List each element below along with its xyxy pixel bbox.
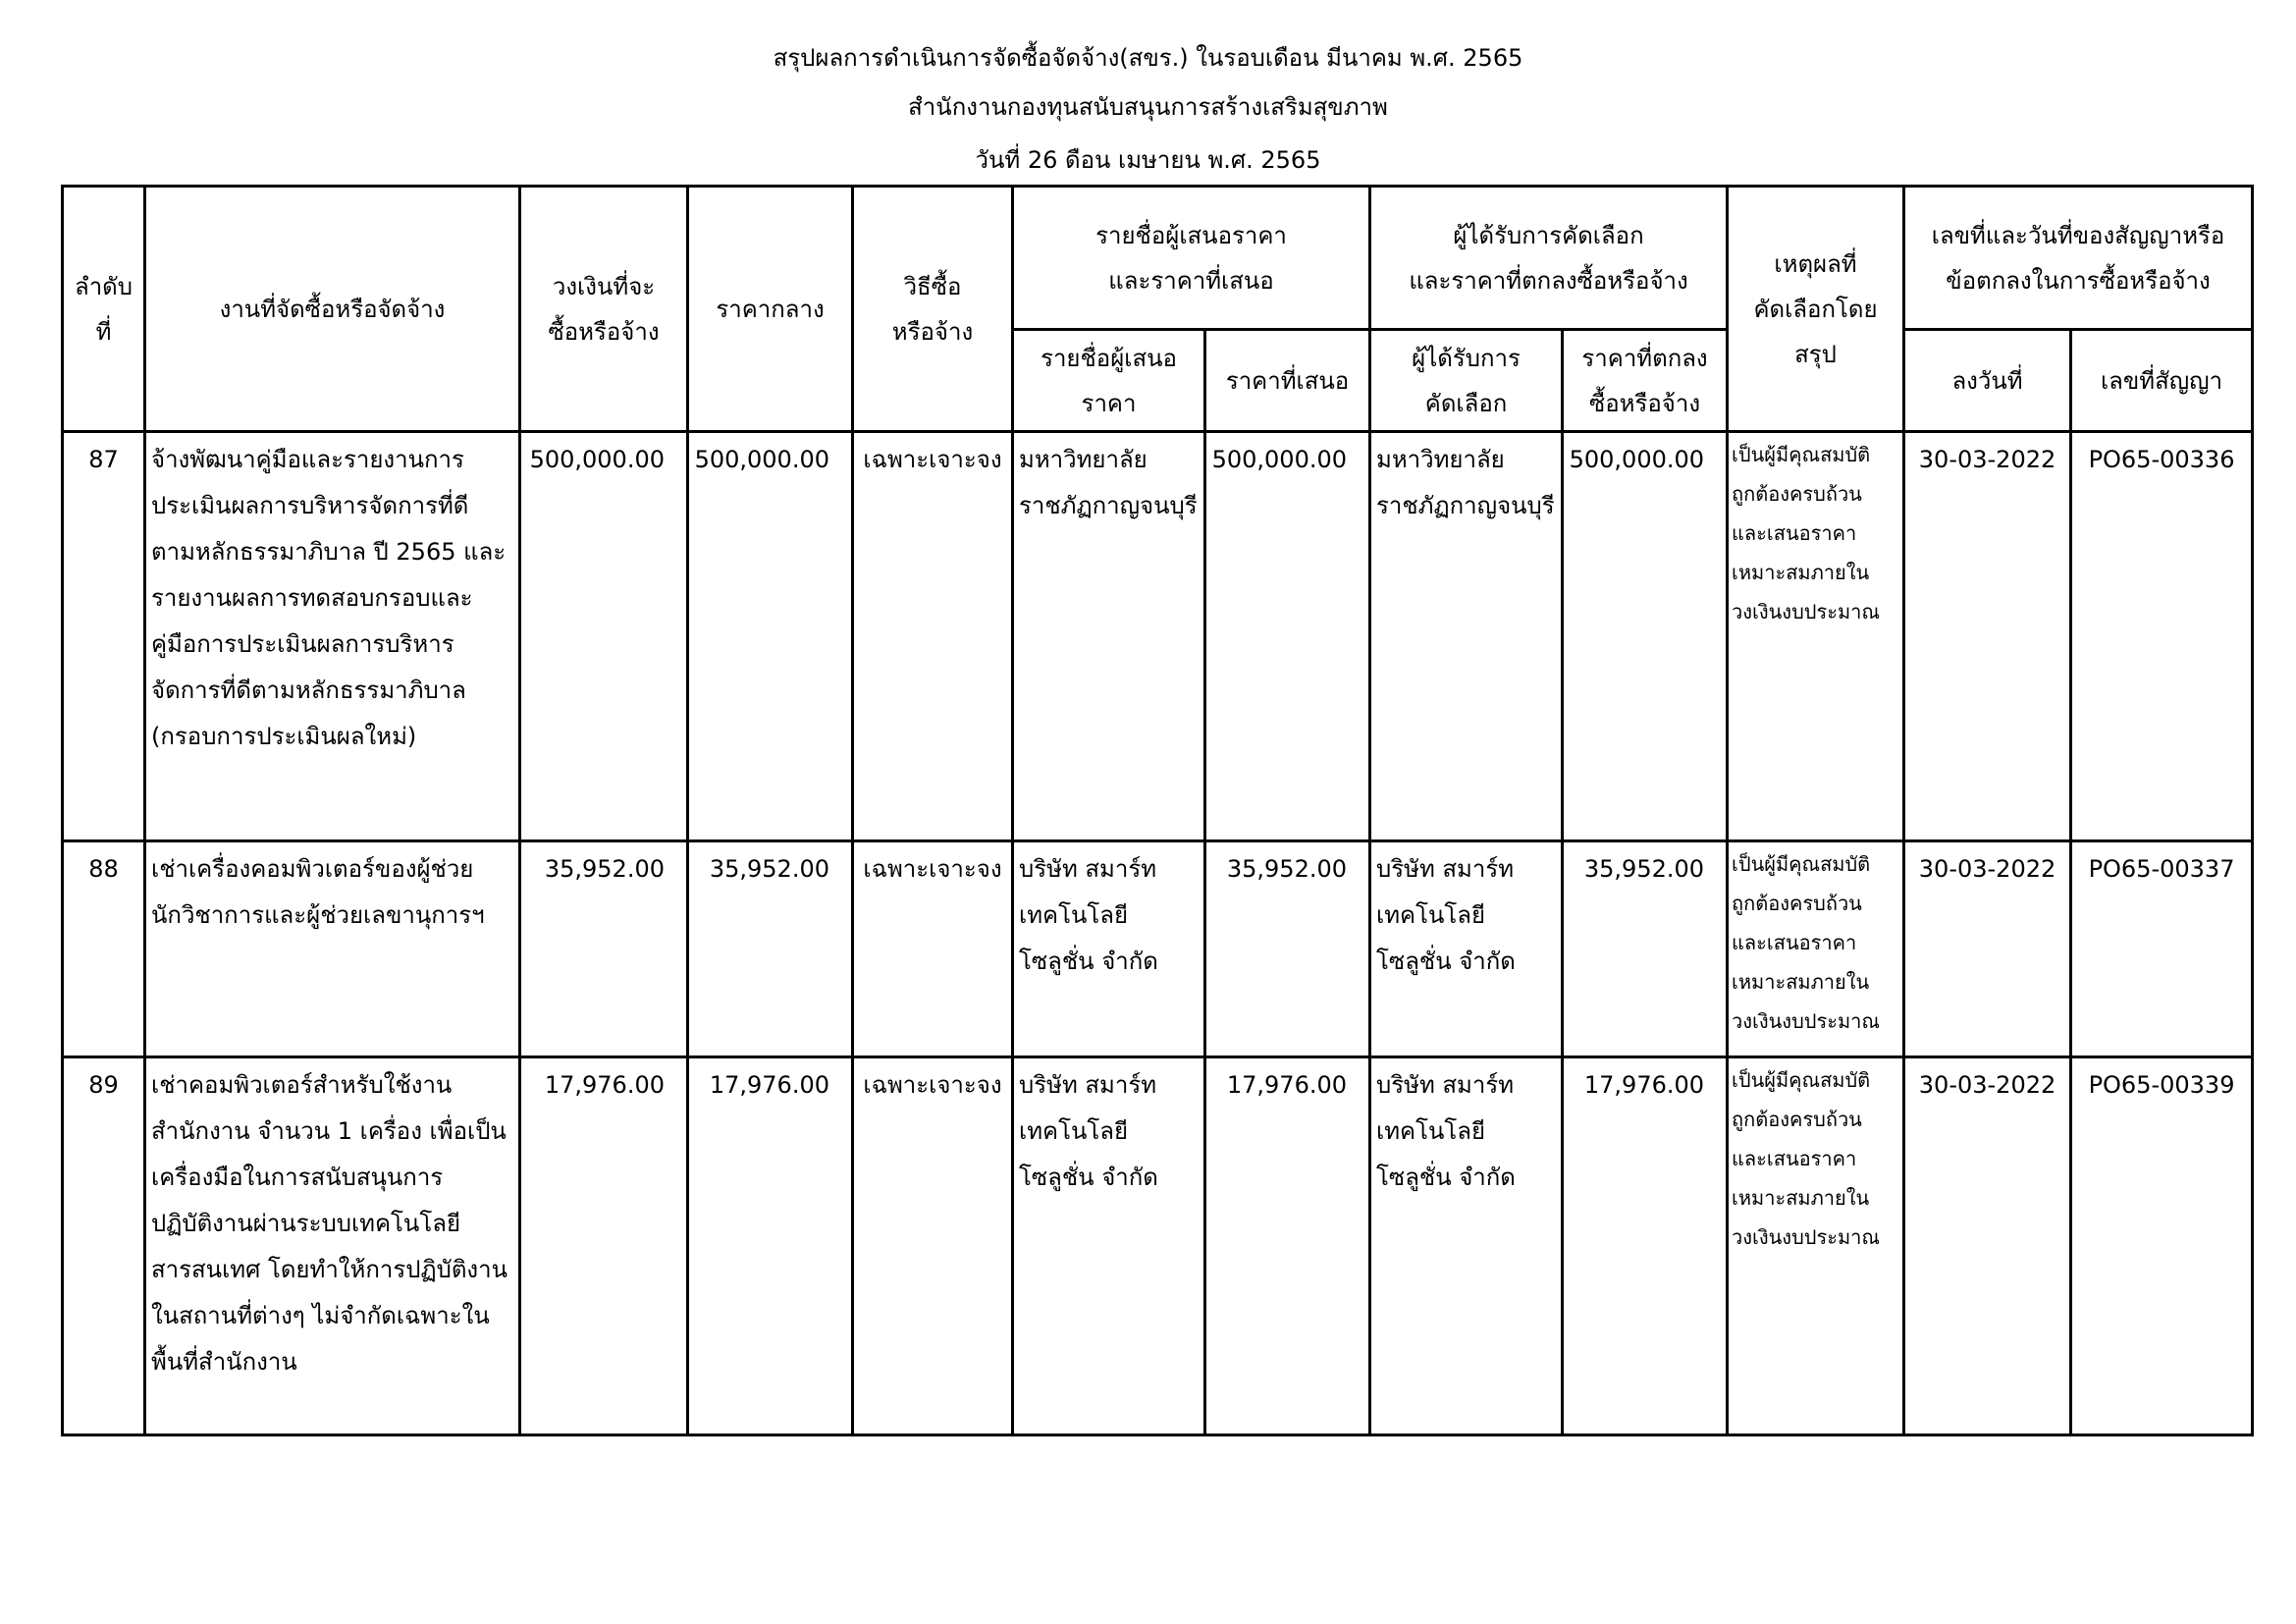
- header-bidder-name: รายชื่อผู้เสนอ ราคา: [1013, 330, 1205, 432]
- row-method: เฉพาะเจาะจง: [853, 1057, 1013, 1435]
- row-reason: เป็นผู้มีคุณสมบัติ ถูกต้องครบถ้วน และเสนอราคา เหมาะสมภายใน วงเงินงบประมาณ: [1728, 432, 1904, 841]
- row-bidder: มหาวิทยาลัย ราชภัฏกาญจนบุรี: [1013, 432, 1205, 841]
- row-item: เช่าเครื่องคอมพิวเตอร์ของผู้ช่วย นักวิชาการและผู้ช่วยเลขานุการฯ: [145, 841, 520, 1057]
- row-bid-price: 500,000.00: [1205, 432, 1370, 841]
- header-bidders-group: รายชื่อผู้เสนอราคา และราคาที่เสนอ: [1013, 187, 1370, 330]
- header-contract-group: เลขที่และวันที่ของสัญญาหรือ ข้อตกลงในการซื้อหรือจ้าง: [1904, 187, 2253, 330]
- header-selected-group: ผู้ได้รับการคัดเลือก และราคาที่ตกลงซื้อหรือจ้าง: [1370, 187, 1728, 330]
- row-bid-price: 17,976.00: [1205, 1057, 1370, 1435]
- header-agreed-price: ราคาที่ตกลง ซื้อหรือจ้าง: [1563, 330, 1728, 432]
- row-median-price: 500,000.00: [688, 432, 853, 841]
- document-title: สรุปผลการดำเนินการจัดซื้อจัดจ้าง(สขร.) ในรอบเดือน มีนาคม พ.ศ. 2565: [773, 44, 1523, 72]
- row-contract-date: 30-03-2022: [1904, 1057, 2071, 1435]
- row-agreed-price: 500,000.00: [1563, 432, 1728, 841]
- row-contract-no: PO65-00336: [2071, 432, 2253, 841]
- row-median-price: 35,952.00: [688, 841, 853, 1057]
- procurement-table: [61, 185, 2254, 1436]
- header-item: งานที่จัดซื้อหรือจัดจ้าง: [145, 187, 520, 432]
- row-seq: 87: [63, 432, 145, 841]
- row-selected: บริษัท สมาร์ท เทคโนโลยี โซลูชั่น จำกัด: [1370, 1057, 1563, 1435]
- row-contract-no: PO65-00339: [2071, 1057, 2253, 1435]
- header-budget: วงเงินที่จะ ซื้อหรือจ้าง: [520, 187, 688, 432]
- header-seq: ลำดับ ที่: [63, 187, 145, 432]
- row-bidder: บริษัท สมาร์ท เทคโนโลยี โซลูชั่น จำกัด: [1013, 1057, 1205, 1435]
- table-row: [63, 432, 2253, 841]
- row-method: เฉพาะเจาะจง: [853, 432, 1013, 841]
- organization-name: สำนักงานกองทุนสนับสนุนการสร้างเสริมสุขภาพ: [908, 93, 1388, 121]
- row-method: เฉพาะเจาะจง: [853, 841, 1013, 1057]
- header-contract-date: ลงวันที่: [1904, 330, 2071, 432]
- row-bidder: บริษัท สมาร์ท เทคโนโลยี โซลูชั่น จำกัด: [1013, 841, 1205, 1057]
- table-row: [63, 1057, 2253, 1435]
- header-method: วิธีซื้อ หรือจ้าง: [853, 187, 1013, 432]
- row-seq: 88: [63, 841, 145, 1057]
- row-budget: 500,000.00: [520, 432, 688, 841]
- row-budget: 35,952.00: [520, 841, 688, 1057]
- row-item: จ้างพัฒนาคู่มือและรายงานการ ประเมินผลการบริหารจัดการที่ดี ตามหลักธรรมาภิบาล ปี 2565 และ รายงานผลการทดสอบกรอบและ คู่มือการประเมินผลการบริหาร จัดการที่ดีตามหลักธรรมาภิบาล (กรอบการประเมินผลใหม่): [145, 432, 520, 841]
- report-date: วันที่ 26 ดือน เมษายน พ.ศ. 2565: [975, 146, 1321, 174]
- row-median-price: 17,976.00: [688, 1057, 853, 1435]
- row-agreed-price: 35,952.00: [1563, 841, 1728, 1057]
- row-contract-no: PO65-00337: [2071, 841, 2253, 1057]
- row-seq: 89: [63, 1057, 145, 1435]
- row-budget: 17,976.00: [520, 1057, 688, 1435]
- table-header: [63, 187, 2253, 432]
- row-contract-date: 30-03-2022: [1904, 841, 2071, 1057]
- header-reason: เหตุผลที่ คัดเลือกโดย สรุป: [1728, 187, 1904, 432]
- row-reason: เป็นผู้มีคุณสมบัติ ถูกต้องครบถ้วน และเสนอราคา เหมาะสมภายใน วงเงินงบประมาณ: [1728, 841, 1904, 1057]
- header-selected-name: ผู้ได้รับการ คัดเลือก: [1370, 330, 1563, 432]
- header-median-price: ราคากลาง: [688, 187, 853, 432]
- row-bid-price: 35,952.00: [1205, 841, 1370, 1057]
- header-contract-no: เลขที่สัญญา: [2071, 330, 2253, 432]
- row-reason: เป็นผู้มีคุณสมบัติ ถูกต้องครบถ้วน และเสนอราคา เหมาะสมภายใน วงเงินงบประมาณ: [1728, 1057, 1904, 1435]
- header-bid-price: ราคาที่เสนอ: [1205, 330, 1370, 432]
- table-row: [63, 841, 2253, 1057]
- row-contract-date: 30-03-2022: [1904, 432, 2071, 841]
- row-selected: มหาวิทยาลัย ราชภัฏกาญจนบุรี: [1370, 432, 1563, 841]
- row-agreed-price: 17,976.00: [1563, 1057, 1728, 1435]
- row-selected: บริษัท สมาร์ท เทคโนโลยี โซลูชั่น จำกัด: [1370, 841, 1563, 1057]
- row-item: เช่าคอมพิวเตอร์สำหรับใช้งาน สำนักงาน จำนวน 1 เครื่อง เพื่อเป็น เครื่องมือในการสนับสนุนการ ปฏิบัติงานผ่านระบบเทคโนโลยี สารสนเทศ โดยทำให้การปฏิบัติงาน ในสถานที่ต่างๆ ไม่จำกัดเฉพาะใน พื้นที่สำนักงาน: [145, 1057, 520, 1435]
